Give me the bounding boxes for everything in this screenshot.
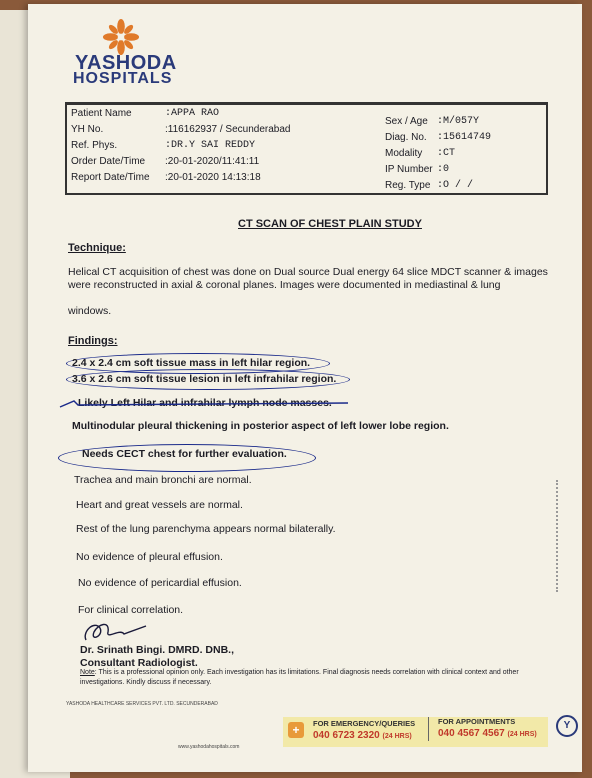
modality-value: :CT xyxy=(437,148,456,159)
appointments-label: FOR APPOINTMENTS xyxy=(438,717,516,726)
report-date-value: :20-01-2020 14:13:18 xyxy=(165,172,261,183)
finding-item: Trachea and main bronchi are normal. xyxy=(74,474,252,486)
findings-heading: Findings: xyxy=(68,335,118,347)
report-date-label: Report Date/Time xyxy=(71,172,150,183)
ip-number-value: :0 xyxy=(437,164,450,175)
emergency-hours: (24 HRS) xyxy=(382,733,412,740)
finding-item: Rest of the lung parenchyma appears normal bilaterally. xyxy=(76,523,336,535)
finding-item: Needs CECT chest for further evaluation. xyxy=(82,448,287,460)
footer-company: YASHODA HEALTHCARE SERVICES PVT. LTD. SECUNDERABAD xyxy=(66,701,218,707)
patient-name-label: Patient Name xyxy=(71,108,132,119)
logo-text-yashoda: YASHODA xyxy=(75,52,177,74)
order-date-value: :20-01-2020/11:41:11 xyxy=(165,156,260,167)
finding-item: Likely Left Hilar and infrahilar lymph node masses. xyxy=(78,397,332,409)
note-label: Note xyxy=(80,669,95,676)
emergency-plus-icon: + xyxy=(288,722,304,738)
disclaimer-note xyxy=(80,668,520,688)
pen-underline-mark xyxy=(58,389,358,419)
patient-details-box xyxy=(65,102,548,195)
appointments-number-digits: 040 4567 4567 xyxy=(438,728,505,739)
appointments-number xyxy=(438,728,537,739)
patient-name-value: :APPA RAO xyxy=(165,108,220,119)
yashoda-flower-logo-icon xyxy=(102,18,140,56)
order-date-label: Order Date/Time xyxy=(71,156,146,167)
finding-item: No evidence of pericardial effusion. xyxy=(78,577,242,589)
technique-heading: Technique: xyxy=(68,242,126,254)
modality-label: Modality xyxy=(385,148,423,159)
note-text: : This is a professional opinion only. Each investigation has its limitations. Final diagnosis needs correlation with clinical context and other investigations. Kindly discuss if necessary. xyxy=(80,669,519,686)
footer-website: www.yashodahospitals.com xyxy=(178,744,240,750)
ip-number-label: IP Number xyxy=(385,164,433,175)
diag-no-label: Diag. No. xyxy=(385,132,427,143)
contact-divider xyxy=(428,717,429,741)
report-page xyxy=(28,4,582,772)
perforated-edge-mark xyxy=(492,480,558,592)
technique-text-cont: windows. xyxy=(68,305,112,317)
signature-scribble xyxy=(80,614,150,646)
finding-item: 2.4 x 2.4 cm soft tissue mass in left hilar region. xyxy=(72,357,311,369)
emergency-number-digits: 040 6723 2320 xyxy=(313,730,380,741)
ref-phys-label: Ref. Phys. xyxy=(71,140,118,151)
diag-no-value: :15614749 xyxy=(437,132,492,143)
appointments-hours: (24 HRS) xyxy=(507,731,537,738)
sex-age-label: Sex / Age xyxy=(385,116,428,127)
reg-type-label: Reg. Type xyxy=(385,180,431,191)
radiologist-title: Consultant Radiologist. xyxy=(80,657,198,669)
yh-no-value: :116162937 / Secunderabad xyxy=(165,124,291,135)
finding-item: Heart and great vessels are normal. xyxy=(76,499,243,511)
sex-age-value: :M/057Y xyxy=(437,116,480,127)
report-title: CT SCAN OF CHEST PLAIN STUDY xyxy=(238,218,422,230)
ref-phys-value: :DR.Y SAI REDDY xyxy=(165,140,256,151)
logo-text-hospitals: HOSPITALS xyxy=(73,70,173,87)
emergency-label: FOR EMERGENCY/QUERIES xyxy=(313,719,416,728)
finding-item: 3.6 x 2.6 cm soft tissue lesion in left infrahilar region. xyxy=(72,373,337,385)
finding-item: For clinical correlation. xyxy=(78,604,184,616)
finding-item: No evidence of pleural effusion. xyxy=(76,551,223,563)
hospital-emblem-icon: Y xyxy=(556,715,578,737)
yh-no-label: YH No. xyxy=(71,124,104,135)
reg-type-value: :O / / xyxy=(437,180,474,191)
finding-item: Multinodular pleural thickening in posterior aspect of left lower lobe region. xyxy=(72,420,449,432)
emergency-number xyxy=(313,730,412,741)
radiologist-name: Dr. Srinath Bingi. DMRD. DNB., xyxy=(80,644,235,656)
technique-text: Helical CT acquisition of chest was done on Dual source Dual energy 64 slice MDCT scanner & images were reconstructed in axial & coronal planes. Images were documented in mediastinal & lung xyxy=(68,266,548,291)
